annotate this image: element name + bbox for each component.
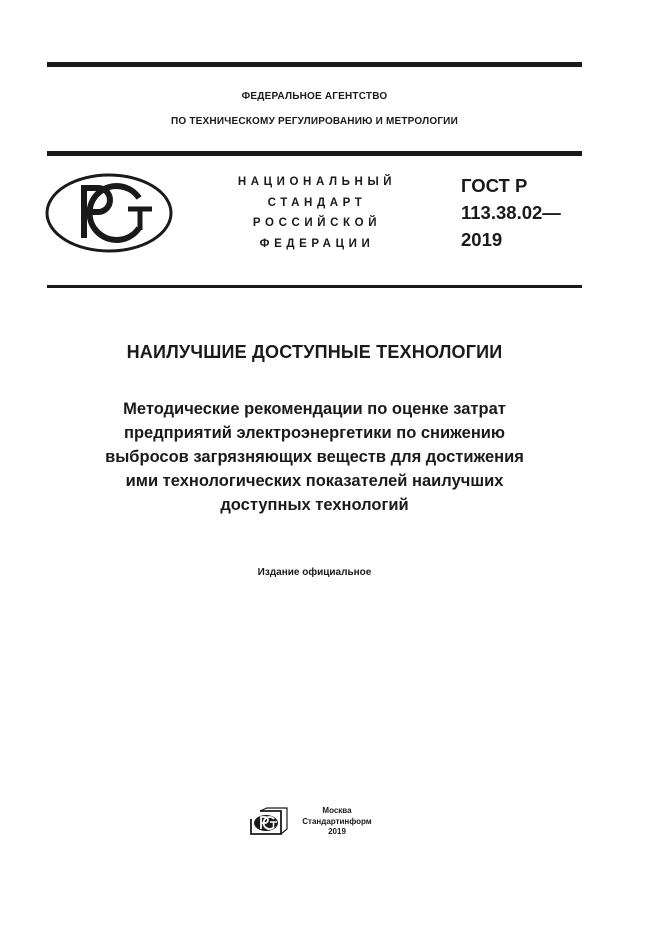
document-title: НАИЛУЧШИЕ ДОСТУПНЫЕ ТЕХНОЛОГИИ (126, 342, 503, 362)
subtitle-line-4: ими технологических показателей наилучших (125, 472, 504, 490)
gost-line-3: 2019 (461, 229, 503, 250)
agency-name-line2: ПО ТЕХНИЧЕСКОМУ РЕГУЛИРОВАНИЮ И МЕТРОЛОГИИ (171, 116, 458, 127)
national-line-1: НАЦИОНАЛЬНЫЙ (237, 176, 397, 188)
middle-divider (47, 151, 582, 156)
subtitle-line-1: Методические рекомендации по оценке затрат (123, 400, 506, 418)
publisher-info (296, 806, 378, 838)
document-subtitle (47, 397, 582, 517)
subtitle-line-3: выбросов загрязняющих веществ для достижения (105, 448, 524, 466)
edition-label: Издание официальное (257, 567, 372, 578)
gost-line-1: ГОСТ Р (461, 175, 528, 196)
national-standard-label (222, 172, 412, 254)
agency-name-line1: ФЕДЕРАЛЬНОЕ АГЕНТСТВО (241, 91, 388, 102)
bottom-divider (47, 285, 582, 288)
subtitle-line-5: доступных технологий (220, 496, 409, 514)
gost-line-2: 113.38.02— (461, 202, 561, 223)
standartinform-logo-icon (249, 807, 289, 835)
top-divider (47, 62, 582, 67)
publisher-name: Стандартинформ (302, 816, 372, 826)
national-line-4: ФЕДЕРАЦИИ (259, 237, 375, 250)
subtitle-line-2: предприятий электроэнергетики по снижению (123, 424, 506, 442)
publisher-city: Москва (322, 806, 352, 815)
national-line-3: РОССИЙСКОЙ (252, 217, 382, 229)
rst-certification-mark-icon (44, 172, 174, 254)
publisher-year: 2019 (328, 827, 346, 836)
gost-designation (461, 172, 561, 253)
national-line-2: СТАНДАРТ (267, 196, 367, 209)
